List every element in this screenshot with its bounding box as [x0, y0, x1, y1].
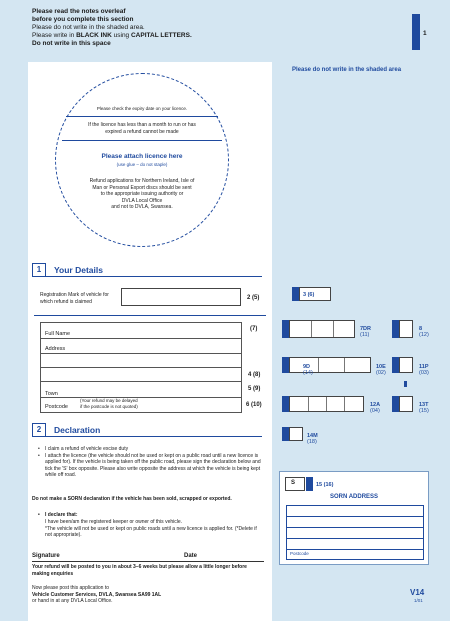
- mark-7dr: [282, 320, 289, 338]
- address-label: Address: [45, 346, 66, 352]
- section-2-title: Declaration: [54, 425, 101, 435]
- date-label: Date: [184, 553, 198, 559]
- header-line-3: Please do not write in the shaded area.: [32, 24, 145, 31]
- code-8-label: 8 (12): [419, 326, 429, 338]
- sorn-warning: Do not make a SORN declaration if the vehicle has been sold, scrapped or exported.: [32, 496, 232, 502]
- code-9d-label: 9D (14): [303, 364, 313, 376]
- page-tab-mark: [412, 14, 420, 50]
- code-4-8: 4 (8): [248, 372, 261, 378]
- northern-ireland-note: Refund applications for Northern Ireland, Isle of Man or Personal Export discs should be sent to the appropriate issuing authority or DVLA Local Office and not to DVLA, Swansea.: [89, 178, 195, 210]
- registration-mark-label: Registration Mark of vehicle for which refund is claimed: [40, 292, 109, 305]
- signature-line[interactable]: [32, 561, 264, 562]
- address-line-2: [41, 367, 241, 368]
- reg-underline: [34, 315, 266, 316]
- refund-rule-note: If the licence has less than a month to run or has expired a refund cannot be made: [88, 122, 196, 135]
- send-instructions: [32, 585, 264, 605]
- declare-keeper: I have been/am the registered keeper or owner of this vehicle.: [45, 519, 183, 525]
- code-8-box: [399, 320, 413, 338]
- address-line-1: [41, 353, 241, 354]
- header-line-1: Please read the notes overleaf: [32, 8, 126, 15]
- declare-list: [38, 512, 263, 519]
- code-15-label: 15 (16): [316, 482, 334, 488]
- bullet-claim: • I claim a refund of vehicle excise duty: [38, 446, 263, 453]
- declare-not-used: *The vehicle will not be used or kept on public roads until a new licence is applied for. (*Delete if not appropriate).: [45, 525, 257, 538]
- postcode-note: (Your refund may be delayed if the postcode is not quoted): [80, 398, 138, 409]
- name-line: [41, 338, 241, 339]
- mark-11p: [392, 357, 399, 373]
- full-name-label: Full Name: [45, 331, 71, 337]
- header-line-4: Please write in BLACK INK using CAPITAL LETTERS.: [32, 32, 192, 39]
- sorn-line-1: [287, 516, 423, 517]
- code-10e-label: 10E (02): [376, 364, 386, 376]
- section-1-header: [32, 263, 262, 277]
- code-11p-label: 11P (03): [419, 364, 429, 376]
- shaded-area-note: Please do not write in the shaded area: [292, 67, 402, 73]
- town-label: Town: [45, 391, 58, 397]
- circle-rule-bottom: [62, 140, 222, 141]
- section-1-number: 1: [32, 263, 46, 277]
- mark-14m: [282, 427, 289, 441]
- mark-13t: [392, 396, 399, 412]
- address-line-3: [41, 381, 241, 382]
- mark-15: [306, 477, 313, 491]
- code-13t-box: [399, 396, 413, 412]
- code-3-label: 3 (6): [303, 292, 315, 298]
- code-9d-box: [289, 357, 371, 373]
- sorn-address-title: SORN ADDRESS: [329, 494, 379, 500]
- sorn-postcode-label: Postcode: [290, 551, 309, 556]
- code-6-10: 6 (10): [246, 402, 262, 408]
- code-5-9: 5 (9): [248, 386, 261, 392]
- header-line-5: Do not write in this space: [32, 40, 111, 47]
- code-7dr-box: [289, 320, 355, 338]
- postcode-label: Postcode: [45, 404, 68, 410]
- circle-rule-top: [66, 116, 218, 117]
- code-12a-box: [289, 396, 364, 412]
- licence-attach-circle: [55, 73, 229, 247]
- section-1-title: Your Details: [54, 265, 103, 275]
- refund-time-note: Your refund will be posted to you in about 3–6 weeks but please allow a little longer before making enquiries: [32, 564, 247, 577]
- town-line: [41, 397, 241, 398]
- code-13t-label: 13T (15): [419, 402, 429, 414]
- mark-small-tick: [404, 381, 407, 387]
- sorn-line-4: [287, 549, 423, 550]
- code-14m-box: [289, 427, 303, 441]
- sorn-s-label: S: [291, 480, 296, 486]
- code-2-5: 2 (5): [247, 295, 260, 301]
- expiry-check-note: Please check the expiry date on your licence.: [96, 106, 188, 111]
- mark-3: [292, 287, 299, 301]
- attach-licence-title: Please attach licence here: [101, 153, 183, 160]
- section-2-header: [32, 423, 262, 437]
- signature-label: Signature: [32, 553, 60, 559]
- code-12a-label: 12A (04): [370, 402, 381, 414]
- header-line-2: before you complete this section: [32, 16, 134, 23]
- send-alt: or hand in at any DVLA Local Office.: [32, 598, 113, 604]
- declaration-bullets: [38, 446, 263, 479]
- sorn-line-2: [287, 527, 423, 528]
- mark-12a: [282, 396, 289, 412]
- header-instructions: [32, 8, 292, 48]
- registration-mark-input[interactable]: [121, 288, 241, 306]
- code-11p-box: [399, 357, 413, 373]
- code-7: (7): [250, 326, 258, 332]
- declare-head: • I declare that:: [38, 512, 263, 519]
- page-number: 1: [423, 30, 427, 37]
- declare-statements: [45, 519, 263, 539]
- send-address: Vehicle Customer Services, DVLA, Swansea SA99 1AL: [32, 591, 162, 598]
- send-prefix: Now please post this application to: [32, 585, 109, 591]
- section-2-number: 2: [32, 423, 46, 437]
- mark-9d: [282, 357, 289, 373]
- form-code: V14: [410, 588, 425, 597]
- mark-8: [392, 320, 399, 338]
- form-revision: 1/01: [414, 598, 423, 603]
- code-14m-label: 14M (18): [307, 433, 318, 445]
- sorn-line-3: [287, 538, 423, 539]
- bullet-attach: • I attach the licence (the vehicle should not be used or kept on a public road until a new licence is applied for). If the vehicle is being taken off the public road, please sign the declaration below and tick the 'S' box opposite. Please also write opposite the address at which the vehicle is being kept while off road.: [38, 453, 263, 479]
- attach-licence-sub: (use glue – do not staple): [116, 162, 168, 167]
- code-7dr-label: 7DR (11): [360, 326, 372, 338]
